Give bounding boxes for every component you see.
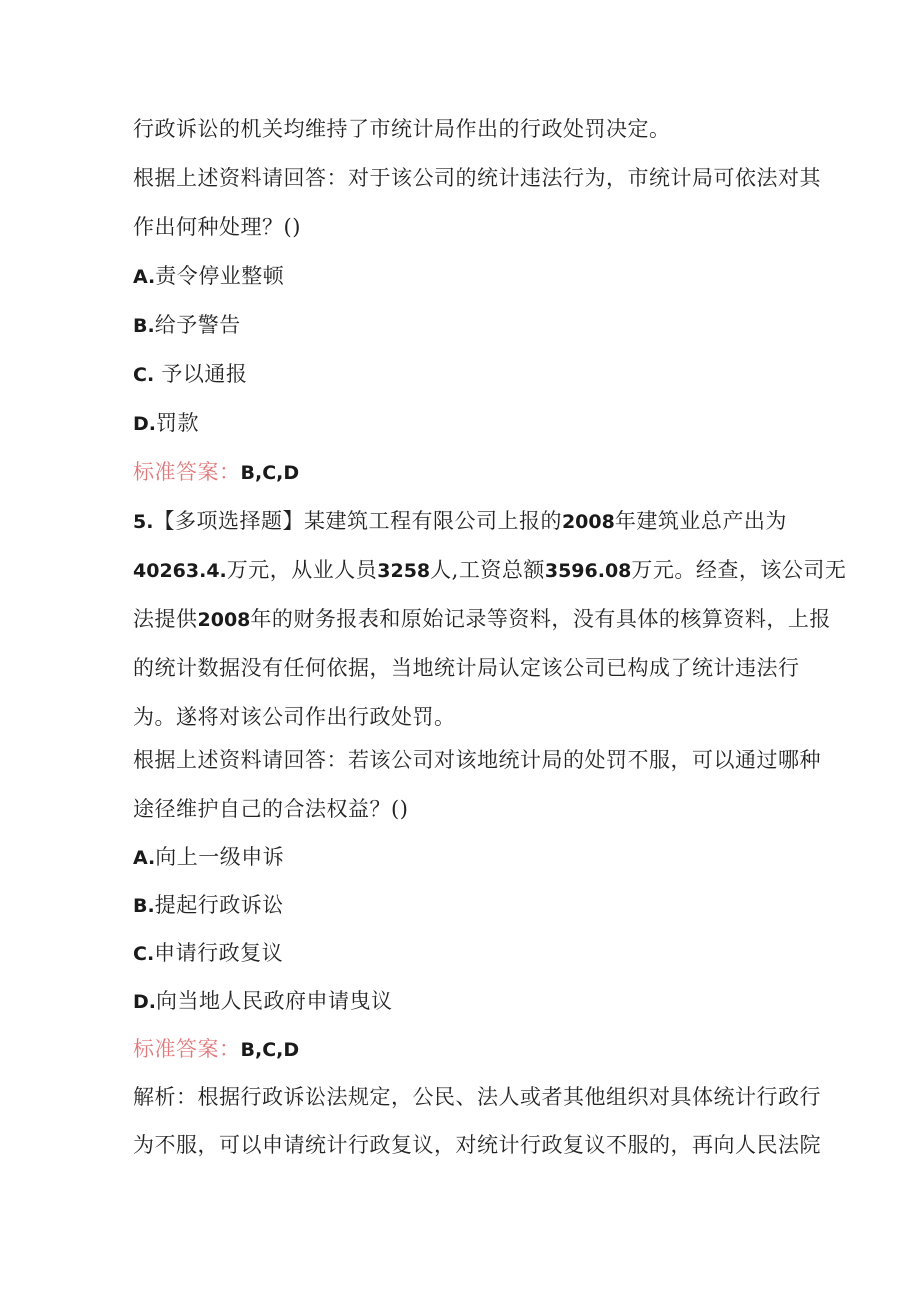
number: 3596.08 bbox=[544, 560, 632, 582]
answer-label: 标准答案： bbox=[133, 1037, 241, 1061]
option-text: 申请行政复议 bbox=[154, 941, 284, 965]
text: 解析：根据行政诉讼法规定，公民、法人或者其他组织对具体统计行政行 bbox=[133, 1085, 821, 1109]
text: 的统计数据没有任何依据，当地统计局认定该公司已构成了统计违法行 bbox=[133, 656, 800, 680]
paragraph-line bbox=[133, 604, 831, 635]
option-letter: D. bbox=[133, 413, 156, 435]
option-letter: D. bbox=[133, 991, 156, 1013]
paragraph-line bbox=[133, 653, 800, 683]
option-text: 罚款 bbox=[156, 411, 199, 435]
standard-answer bbox=[133, 457, 299, 488]
option-letter: C. bbox=[133, 364, 155, 386]
option-text: 提起行政诉讼 bbox=[154, 893, 284, 917]
text: 根据上述资料请回答：对于该公司的统计违法行为，市统计局可依法对其 bbox=[133, 166, 821, 190]
paragraph-line bbox=[133, 555, 846, 586]
option-text: 向上一级申诉 bbox=[155, 845, 285, 869]
option-text: 给予警告 bbox=[154, 313, 241, 337]
text: 年的财务报表和原始记录等资料，没有具体的核算资料，上报 bbox=[250, 607, 831, 631]
number: 40263.4. bbox=[133, 560, 227, 582]
option-text: 向当地人民政府申请曳议 bbox=[156, 989, 393, 1013]
number: 3258 bbox=[377, 560, 431, 582]
text: 万元。经查，该公司无 bbox=[631, 558, 847, 582]
question-header bbox=[133, 506, 787, 537]
option-text: 责令停业整顿 bbox=[155, 264, 285, 288]
option-a bbox=[133, 842, 284, 873]
answer-value: B,C,D bbox=[240, 1039, 300, 1061]
text: 为。遂将对该公司作出行政处罚。 bbox=[133, 705, 456, 729]
question-prompt bbox=[133, 745, 821, 775]
text: 法提供 bbox=[133, 607, 198, 631]
text: 作出何种处理？() bbox=[133, 215, 301, 239]
text: 途径维护自己的合法权益？() bbox=[133, 797, 409, 821]
option-letter: B. bbox=[133, 315, 155, 337]
text: 人,工资总额 bbox=[430, 558, 545, 582]
option-c bbox=[133, 938, 283, 969]
option-b bbox=[133, 310, 241, 341]
question-prompt bbox=[133, 212, 301, 242]
standard-answer bbox=[133, 1034, 299, 1065]
option-text: 予以通报 bbox=[154, 362, 248, 386]
analysis-line bbox=[133, 1130, 821, 1160]
question-prompt bbox=[133, 163, 821, 193]
option-b bbox=[133, 890, 284, 921]
option-d bbox=[133, 408, 199, 439]
option-letter: C. bbox=[133, 943, 155, 965]
question-number: 5. bbox=[133, 511, 154, 533]
option-letter: A. bbox=[133, 847, 156, 869]
question-prompt bbox=[133, 794, 408, 824]
text: 某建筑工程有限公司上报的 bbox=[303, 509, 562, 533]
option-d bbox=[133, 986, 393, 1017]
analysis-line bbox=[133, 1082, 821, 1112]
question-type-tag: 【多项选择题】 bbox=[153, 509, 304, 533]
paragraph-line bbox=[133, 114, 671, 144]
paragraph-line bbox=[133, 702, 456, 732]
answer-value: B,C,D bbox=[240, 462, 300, 484]
text: 万元，从业人员 bbox=[226, 558, 378, 582]
text: 年建筑业总产出为 bbox=[614, 509, 787, 533]
text: 为不服，可以申请统计行政复议，对统计行政复议不服的，再向人民法院 bbox=[133, 1133, 821, 1157]
option-c bbox=[133, 359, 247, 390]
option-a bbox=[133, 261, 284, 292]
text: 行政诉讼的机关均维持了市统计局作出的行政处罚决定。 bbox=[133, 117, 671, 141]
number: 2008 bbox=[197, 609, 251, 631]
option-letter: A. bbox=[133, 266, 156, 288]
number: 2008 bbox=[561, 511, 615, 533]
answer-label: 标准答案： bbox=[133, 460, 241, 484]
text: 根据上述资料请回答：若该公司对该地统计局的处罚不服，可以通过哪种 bbox=[133, 748, 821, 772]
option-letter: B. bbox=[133, 895, 155, 917]
